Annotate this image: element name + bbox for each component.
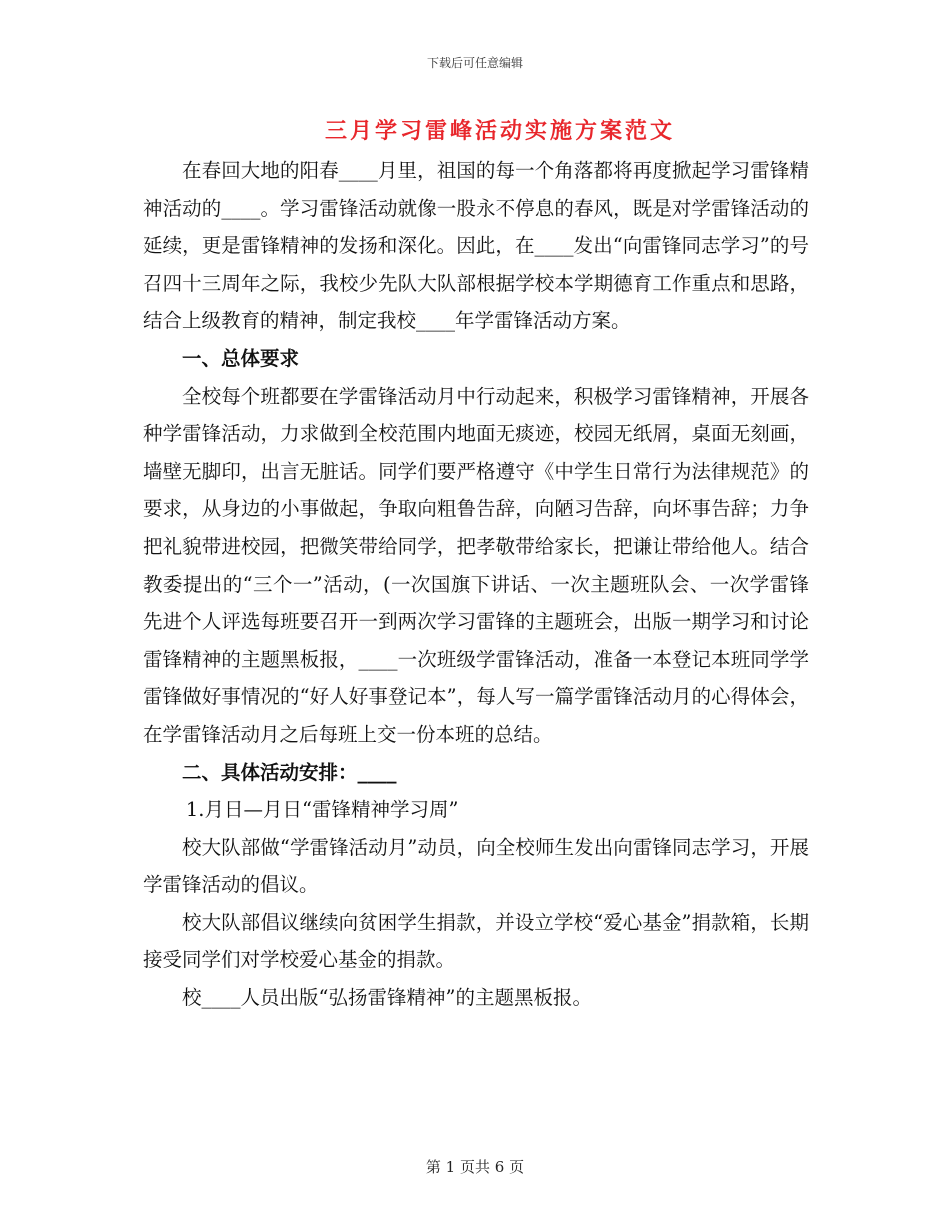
activity-paragraph-blackboard: 校____人员出版“弘扬雷锋精神”的主题黑板报。 [182, 986, 592, 1010]
activity-item-1-heading: 1.月日—月日“雷锋精神学习周” [185, 798, 459, 822]
section-heading-activity-arrangement: 二、具体活动安排：____ [182, 760, 397, 784]
document-title: 三月学习雷峰活动实施方案范文 [324, 118, 675, 144]
document-body [143, 152, 809, 1017]
overall-requirements-paragraph: 全校每个班都要在学雷锋活动月中行动起来，积极学习雷锋精神，开展各种学雷锋活动，力求做到全校范围内地面无痰迹，校园无纸屑，桌面无刻画，墙壁无脚印，出言无脏话。同学们要严格遵守《中学生日常行为法律规范》的要求，从身边的小事做起，争取向粗鲁告辞，向陋习告辞，向坏事告辞；力争把礼貌带进校园，把微笑带给同学，把孝敬带给家长，把谦让带给他人。结合教委提出的“三个一”活动，(一次国旗下讲话、一次主题班队会、一次学雷锋先进个人评选每班要召开一到两次学习雷锋的主题班会，出版一期学习和讨论雷锋精神的主题黑板报，____一次班级学雷锋活动，准备一本登记本班同学学雷锋做好事情况的“好人好事登记本”，每人写一篇学雷锋活动月的心得体会，在学雷锋活动月之后每班上交一份本班的总结。 [143, 384, 809, 746]
page-header-note: 下载后可任意编辑 [426, 56, 523, 70]
page-indicator: 第 1 页共 6 页 [425, 1158, 525, 1176]
activity-paragraph-donation: 校大队部倡议继续向贫困学生捐款，并设立学校“爱心基金”捐款箱，长期接受同学们对学校爱心基金的捐款。 [143, 910, 809, 972]
activity-paragraph-mobilization: 校大队部做“学雷锋活动月”动员，向全校师生发出向雷锋同志学习，开展学雷锋活动的倡议。 [143, 835, 809, 897]
section-heading-overall-requirements: 一、总体要求 [182, 346, 300, 370]
intro-paragraph: 在春回大地的阳春____月里，祖国的每一个角落都将再度掀起学习雷锋精神活动的____。学习雷锋活动就像一股永不停息的春风，既是对学雷锋活动的延续，更是雷锋精神的发扬和深化。因此，在____发出“向雷锋同志学习”的号召四十三周年之际，我校少先队大队部根据学校本学期德育工作重点和思路，结合上级教育的精神，制定我校____年学雷锋活动方案。 [143, 159, 809, 333]
